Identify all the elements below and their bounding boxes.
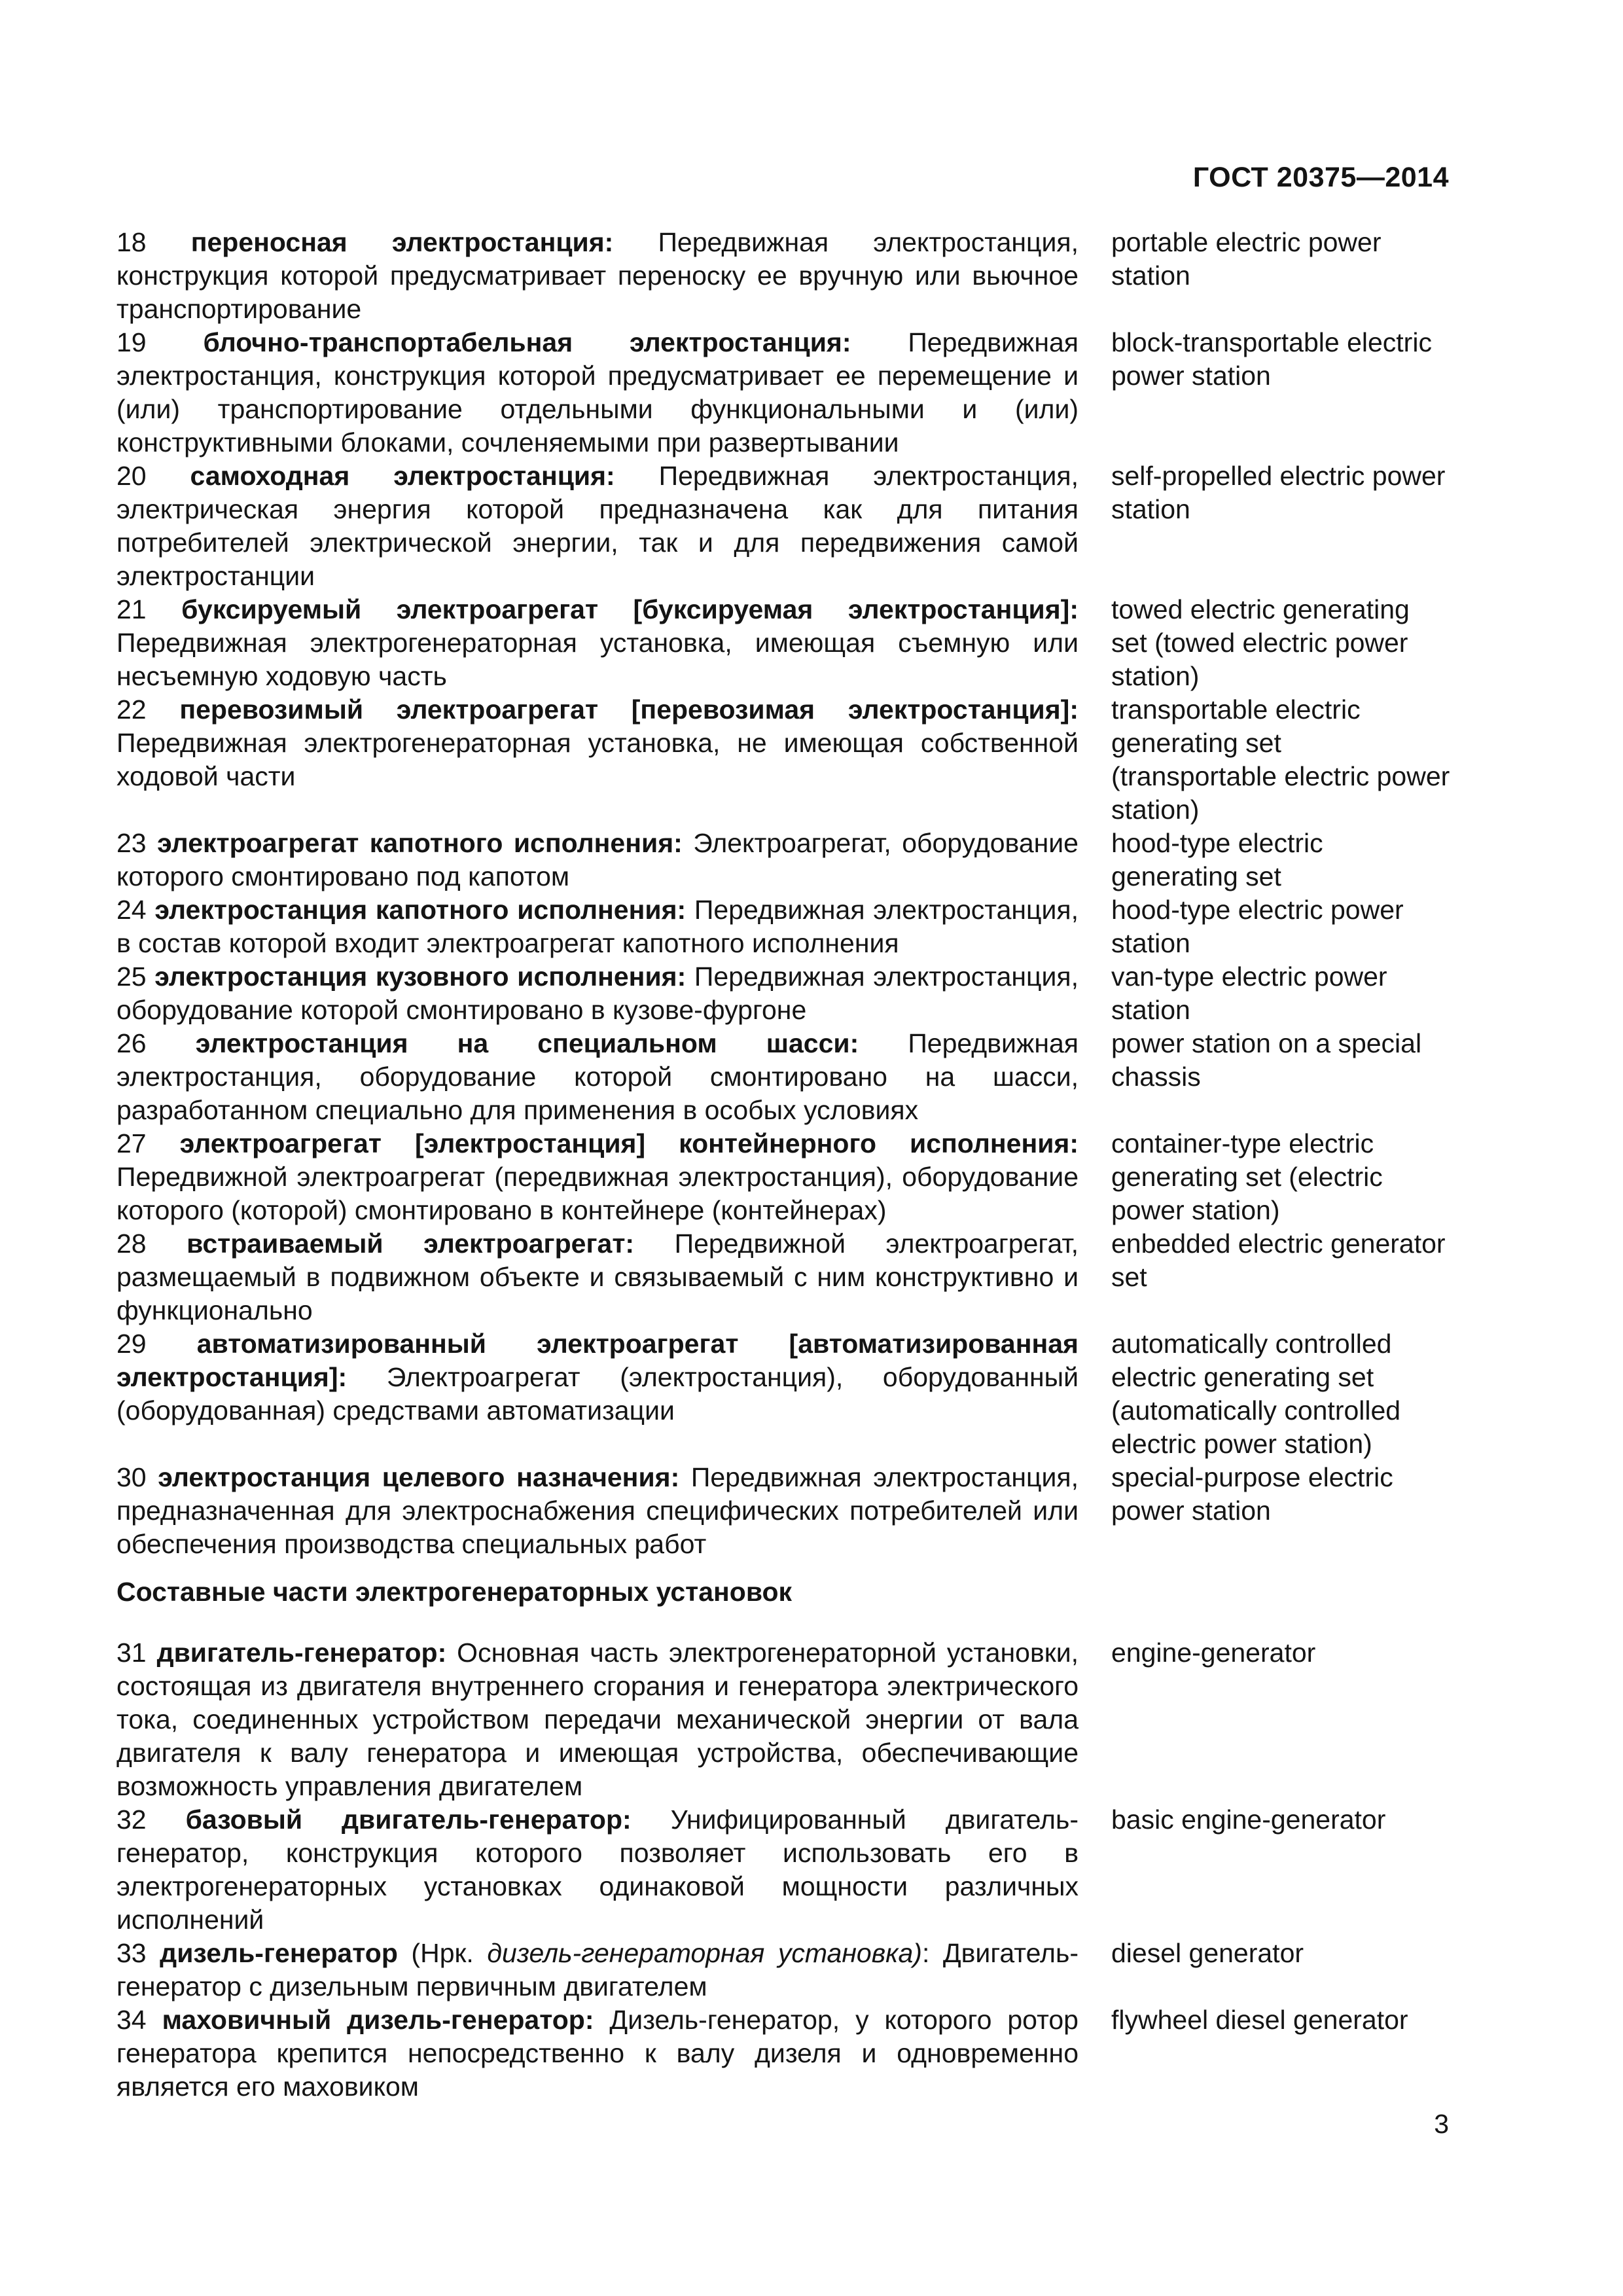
term-entry [116,1027,1452,1127]
term-name: переносная электростанция: [190,227,614,257]
term-number: 19 [116,327,147,357]
term-entry [116,459,1452,593]
term-english-equivalent: portable electric power station [1111,227,1382,291]
term-definition-text: Передвижная электрогенераторная установка, не имеющая собственной ходовой части [116,728,1079,791]
term-number: 24 [116,895,147,925]
term-name: электроагрегат [электростанция] контейнерного исполнения: [179,1128,1079,1158]
term-entry [116,960,1452,1027]
term-name: встраиваемый электроагрегат: [187,1229,635,1259]
term-entry [116,827,1452,893]
term-definition-ru [116,1127,1079,1227]
term-definition-text: Унифицированный двигатель-генератор, конструкция которого позволяет использовать его в электрогенераторных установках одинаковой мощности различных исполнений [116,1804,1079,1935]
term-definition-ru [116,693,1079,827]
term-name: электростанция кузовного исполнения: [154,961,687,992]
term-note-prefix: (Нрк. [397,1938,488,1968]
term-number: 21 [116,594,147,624]
term-definition-text: Передвижная электростанция, конструкция которой предусматривает ее перемещение и (или) транспортирование отдельными функциональными и (или) конструктивными блоками, сочленяемыми при развертывании [116,327,1079,457]
section-title: Составные части электрогенераторных установок [116,1577,793,1607]
term-number: 33 [116,1938,147,1968]
term-definition-ru [116,1636,1079,1803]
term-entry [116,1227,1452,1327]
term-english-equivalent: transportable electric generating set (transportable electric power station) [1111,694,1450,825]
term-english-equivalent: block-transportable electric power station [1111,327,1432,391]
term-entry [116,2003,1452,2104]
term-entry [116,1937,1452,2003]
term-english-equivalent: basic engine-generator [1111,1804,1386,1835]
term-entry [116,693,1452,827]
terms-content [116,226,1452,2104]
term-definition-text: Передвижная электрогенераторная установка, имеющая съемную или несъемную ходовую часть [116,628,1079,691]
term-name: двигатель-генератор: [156,1638,447,1668]
term-name: дизель-генератор [160,1938,398,1968]
term-entry [116,226,1452,326]
term-definition-ru [116,1461,1079,1561]
term-definition-ru [116,326,1079,459]
term-number: 28 [116,1229,147,1259]
term-definition-ru [116,226,1079,326]
term-definition-text: Передвижная электростанция, электрическая энергия которой предназначена как для питания потребителей электрической энергии, так и для передвижения самой электростанции [116,461,1079,591]
term-definition-text: Передвижной электроагрегат, размещаемый в подвижном объекте и связываемый с ним конструктивно и функционально [116,1229,1079,1325]
term-definition-text: Электроагрегат, оборудование которого смонтировано под капотом [116,828,1079,891]
term-entry [116,1803,1452,1937]
term-definition-ru [116,1803,1079,1937]
term-english-equivalent: van-type electric power station [1111,961,1387,1025]
term-english-equivalent: container-type electric generating set (electric power station) [1111,1128,1383,1225]
term-entry [116,1127,1452,1227]
term-definition-ru [116,1027,1079,1127]
term-entry [116,1461,1452,1561]
term-definition-ru [116,1227,1079,1327]
term-name: блочно-транспортабельная электростанция: [203,327,851,357]
term-definition-ru [116,2003,1079,2104]
term-number: 34 [116,2005,147,2035]
term-definition-text: Передвижная электростанция, предназначенная для электроснабжения специфических потребителей или обеспечения производства специальных работ [116,1462,1079,1559]
term-number: 23 [116,828,147,858]
term-entry [116,593,1452,693]
term-definition-ru [116,893,1079,960]
term-definition-ru [116,960,1079,1027]
term-number: 26 [116,1028,147,1058]
term-name: перевозимый электроагрегат [перевозимая электростанция]: [179,694,1079,725]
term-definition-text: Дизель-генератор, у которого ротор генератора крепится непосредственно к валу дизеля и одновременно является его маховиком [116,2005,1079,2102]
term-entry [116,326,1452,459]
term-number: 22 [116,694,147,725]
term-name: маховичный дизель-генератор: [162,2005,594,2035]
term-definition-text: Электроагрегат (электростанция), оборудованный (оборудованная) средствами автоматизации [116,1362,1079,1426]
term-english-equivalent: automatically controlled electric generating set (automatically controlled electric power station) [1111,1329,1401,1459]
term-definition-ru [116,459,1079,593]
term-english-equivalent: hood-type electric generating set [1111,828,1323,891]
term-number: 32 [116,1804,147,1835]
term-english-equivalent: power station on a special chassis [1111,1028,1422,1092]
term-definition-text: Основная часть электрогенераторной установки, состоящая из двигателя внутреннего сгорания и генератора электрического тока, соединенных устройством передачи механической энергии от вала двигателя к валу генератора и имеющая устройства, обеспечивающие возможность управления двигателем [116,1638,1079,1801]
term-definition-text: Передвижная электростанция, оборудование которой смонтировано в кузове-фургоне [116,961,1079,1025]
term-name: электростанция на специальном шасси: [195,1028,859,1058]
term-definition-text: Передвижная электростанция, в состав которой входит электроагрегат капотного исполнения [116,895,1079,958]
term-number: 29 [116,1329,147,1359]
term-english-equivalent: hood-type electric power station [1111,895,1404,958]
term-number: 27 [116,1128,147,1158]
term-deprecated-note: дизель-генераторная установка) [487,1938,922,1968]
term-name: автоматизированный электроагрегат [автоматизированная электростанция]: [116,1329,1079,1392]
term-name: буксируемый электроагрегат [буксируемая электростанция]: [181,594,1079,624]
term-english-equivalent: flywheel diesel generator [1111,2005,1408,2035]
page-number: 3 [1434,2109,1449,2139]
term-english-equivalent: engine-generator [1111,1638,1316,1668]
term-number: 31 [116,1638,147,1668]
term-english-equivalent: towed electric generating set (towed electric power station) [1111,594,1410,691]
term-name: электростанция капотного исполнения: [154,895,687,925]
term-definition-text: Передвижная электростанция, конструкция которой предусматривает переноску ее вручную или вьючное транспортирование [116,227,1079,324]
term-definition-ru [116,1327,1079,1461]
term-name: электростанция целевого назначения: [158,1462,680,1492]
term-entry [116,893,1452,960]
term-number: 25 [116,961,147,992]
term-number: 30 [116,1462,147,1492]
term-name: самоходная электростанция: [190,461,615,491]
term-number: 20 [116,461,147,491]
term-entry [116,1327,1452,1461]
term-name: базовый двигатель-генератор: [185,1804,632,1835]
terms-group-b [116,1636,1452,2104]
term-english-equivalent: diesel generator [1111,1938,1304,1968]
term-definition-text: : Двигатель-генератор с дизельным первичным двигателем [116,1938,1079,2001]
term-definition-ru [116,1937,1079,2003]
term-entry [116,1636,1452,1803]
term-number: 18 [116,227,147,257]
term-definition-text: Передвижная электростанция, оборудование которой смонтировано на шасси, разработанном специально для применения в особых условиях [116,1028,1079,1125]
term-definition-ru [116,827,1079,893]
term-name: электроагрегат капотного исполнения: [157,828,683,858]
term-definition-text: Передвижной электроагрегат (передвижная электростанция), оборудование которого (которой) смонтировано в контейнере (контейнерах) [116,1162,1079,1225]
term-english-equivalent: special-purpose electric power station [1111,1462,1393,1526]
term-definition-ru [116,593,1079,693]
term-english-equivalent: self-propelled electric power station [1111,461,1446,524]
standard-designation: ГОСТ 20375—2014 [1192,162,1449,193]
term-english-equivalent: enbedded electric generator set [1111,1229,1446,1292]
terms-group-a [116,226,1452,1561]
